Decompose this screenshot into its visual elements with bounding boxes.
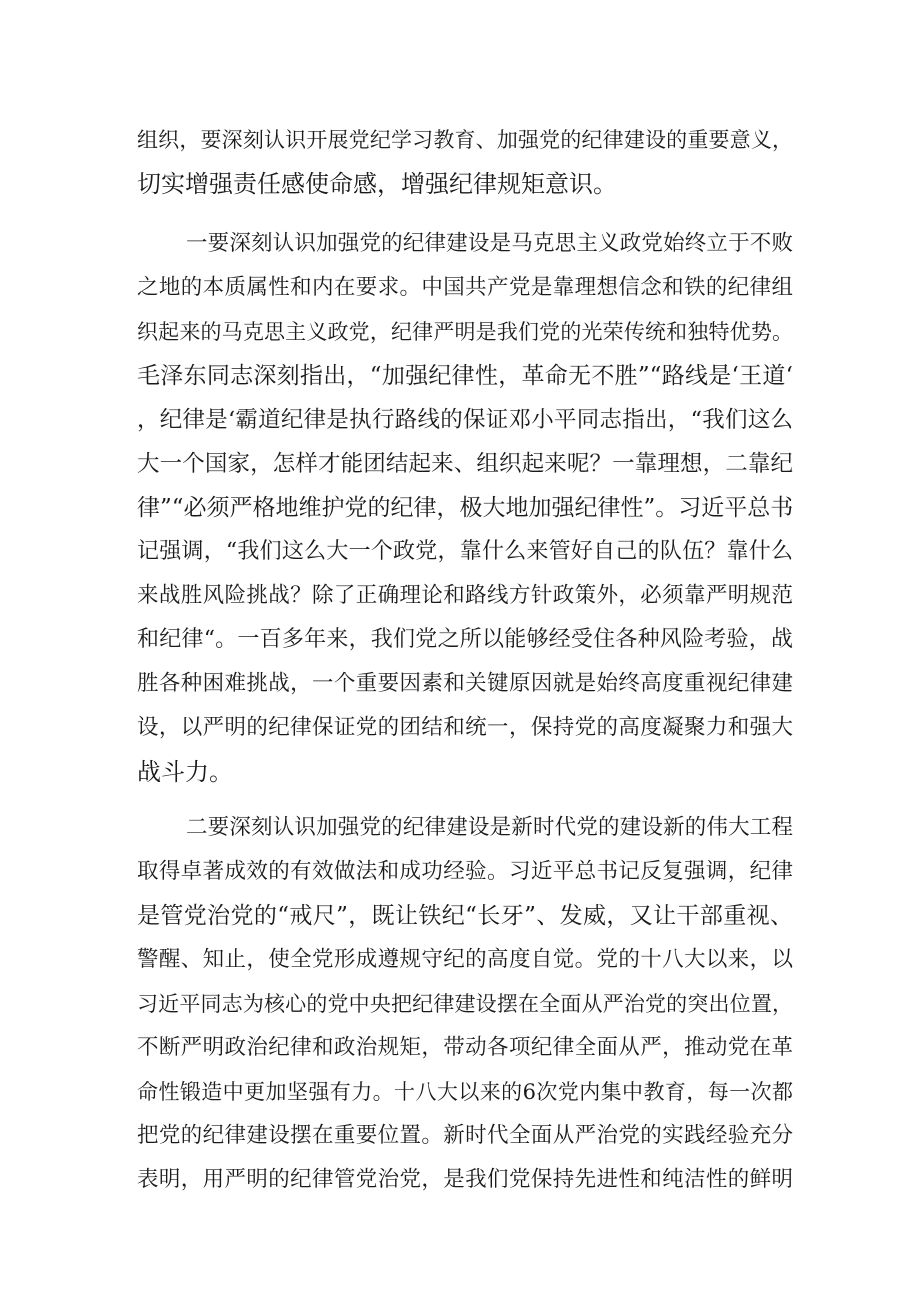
text-line: 和纪律“。一百多年来，我们党之所以能够经受住各种风险考验，战 <box>137 627 793 652</box>
text-line: 记强调，“我们这么大一个政党，靠什么来管好自己的队伍？靠什么 <box>137 539 793 564</box>
text-line: 战斗力。 <box>137 758 233 786</box>
text-line: 习近平同志为核心的党中央把纪律建设摆在全面从严治党的突出位置， <box>137 992 793 1016</box>
paragraph-2-first-line: 二要深刻认识加强党的纪律建设是新时代党的建设新的伟大工程 <box>186 815 793 840</box>
text-line: 取得卓著成效的有效做法和成功经验。习近平总书记反复强调，纪律 <box>137 859 793 884</box>
text-line: 命性锻造中更加坚强有力。十八大以来的6次党内集中教育，每一次都 <box>137 1080 793 1104</box>
text-line: 切实增强责任感使命感，增强纪律规矩意识。 <box>137 170 617 198</box>
text-line: 之地的本质属性和内在要求。中国共产党是靠理想信念和铁的纪律组 <box>137 275 793 300</box>
text-line: 表明，用严明的纪律管党治党，是我们党保持先进性和纯洁性的鲜明 <box>137 1167 793 1192</box>
text-line: 是管党治党的“戒尺”，既让铁纪“长牙”、发威，又让干部重视、 <box>137 903 793 929</box>
text-line: ，纪律是‘霸道纪律是执行路线的保证邓小平同志指出，“我们这么 <box>137 407 793 433</box>
text-line: 来战胜风险挑战？除了正确理论和路线方针政策外，必须靠严明规范 <box>137 583 793 608</box>
text-line: 律”“必须严格地维护党的纪律，极大地加强纪律性”。习近平总书 <box>137 495 794 521</box>
paragraph-1-first-line: 一要深刻认识加强党的纪律建设是马克思主义政党始终立于不败 <box>186 231 793 256</box>
text-line: 织起来的马克思主义政党，纪律严明是我们党的光荣传统和独特优势。 <box>137 320 793 344</box>
text-line: 胜各种困难挑战，一个重要因素和关键原因就是始终高度重视纪律建 <box>137 671 793 696</box>
text-line: 毛泽东同志深刻指出，“加强纪律性，革命无不胜”“路线是‘王道‘ <box>137 363 793 389</box>
text-line: 大一个国家，怎样才能团结起来、组织起来呢？一靠理想，二靠纪 <box>137 451 793 477</box>
text-line: 组织，要深刻认识开展党纪学习教育、加强党的纪律建设的重要意义， <box>137 128 793 152</box>
text-line: 不断严明政治纪律和政治规矩，带动各项纪律全面从严，推动党在革 <box>137 1035 793 1060</box>
text-line: 警醒、知止，使全党形成遵规守纪的高度自觉。党的十八大以来，以 <box>137 947 793 972</box>
text-line: 把党的纪律建设摆在重要位置。新时代全面从严治党的实践经验充分 <box>137 1123 793 1148</box>
text-line: 设，以严明的纪律保证党的团结和统一，保持党的高度凝聚力和强大 <box>137 715 793 740</box>
